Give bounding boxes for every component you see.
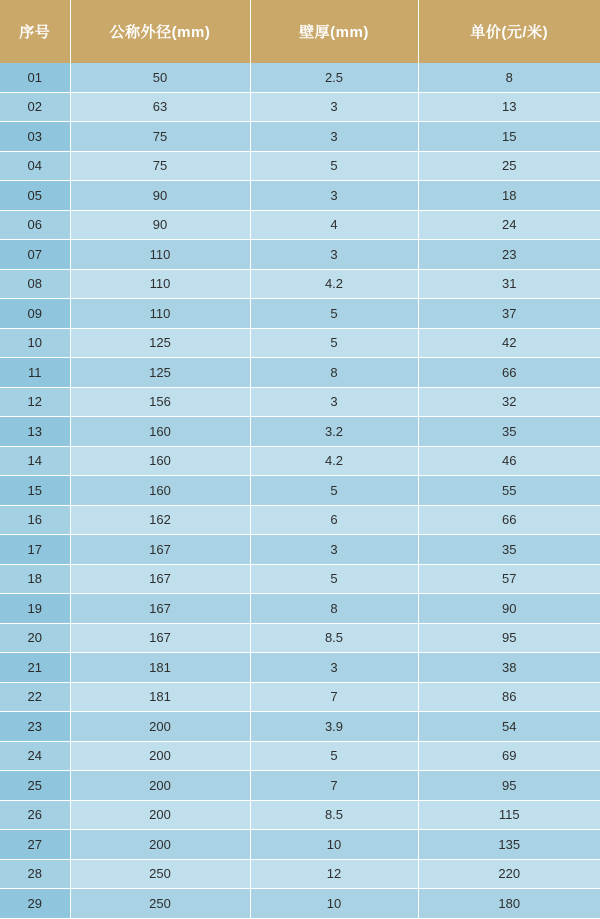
cell-index: 17 bbox=[0, 535, 70, 565]
cell-outer-diameter: 200 bbox=[70, 712, 250, 742]
table-header bbox=[0, 0, 600, 63]
cell-outer-diameter: 160 bbox=[70, 476, 250, 506]
cell-wall-thickness: 10 bbox=[250, 830, 418, 860]
cell-wall-thickness: 5 bbox=[250, 299, 418, 329]
cell-unit-price: 25 bbox=[418, 151, 600, 181]
table-header-row bbox=[0, 0, 600, 63]
cell-unit-price: 31 bbox=[418, 269, 600, 299]
table-body bbox=[0, 63, 600, 918]
cell-outer-diameter: 50 bbox=[70, 63, 250, 92]
cell-outer-diameter: 110 bbox=[70, 240, 250, 270]
cell-index: 16 bbox=[0, 505, 70, 535]
column-header-wall-thickness: 壁厚(mm) bbox=[250, 0, 418, 63]
cell-wall-thickness: 10 bbox=[250, 889, 418, 919]
cell-unit-price: 54 bbox=[418, 712, 600, 742]
cell-index: 25 bbox=[0, 771, 70, 801]
cell-unit-price: 115 bbox=[418, 800, 600, 830]
cell-wall-thickness: 8.5 bbox=[250, 623, 418, 653]
cell-outer-diameter: 75 bbox=[70, 122, 250, 152]
cell-wall-thickness: 5 bbox=[250, 328, 418, 358]
cell-index: 28 bbox=[0, 859, 70, 889]
cell-outer-diameter: 167 bbox=[70, 594, 250, 624]
cell-unit-price: 18 bbox=[418, 181, 600, 211]
table-row bbox=[0, 358, 600, 388]
table-row bbox=[0, 623, 600, 653]
cell-outer-diameter: 90 bbox=[70, 181, 250, 211]
cell-unit-price: 57 bbox=[418, 564, 600, 594]
cell-index: 14 bbox=[0, 446, 70, 476]
cell-wall-thickness: 8 bbox=[250, 358, 418, 388]
cell-outer-diameter: 75 bbox=[70, 151, 250, 181]
cell-outer-diameter: 156 bbox=[70, 387, 250, 417]
cell-index: 13 bbox=[0, 417, 70, 447]
cell-outer-diameter: 250 bbox=[70, 889, 250, 919]
cell-unit-price: 46 bbox=[418, 446, 600, 476]
cell-index: 27 bbox=[0, 830, 70, 860]
table-row bbox=[0, 151, 600, 181]
table-row bbox=[0, 446, 600, 476]
table-row bbox=[0, 387, 600, 417]
cell-wall-thickness: 3 bbox=[250, 387, 418, 417]
table-row bbox=[0, 594, 600, 624]
cell-outer-diameter: 90 bbox=[70, 210, 250, 240]
cell-outer-diameter: 125 bbox=[70, 328, 250, 358]
cell-unit-price: 90 bbox=[418, 594, 600, 624]
column-header-index: 序号 bbox=[0, 0, 70, 63]
cell-outer-diameter: 110 bbox=[70, 299, 250, 329]
cell-outer-diameter: 167 bbox=[70, 535, 250, 565]
cell-index: 15 bbox=[0, 476, 70, 506]
cell-index: 22 bbox=[0, 682, 70, 712]
table-row bbox=[0, 63, 600, 92]
table-row bbox=[0, 535, 600, 565]
cell-unit-price: 23 bbox=[418, 240, 600, 270]
cell-wall-thickness: 4.2 bbox=[250, 269, 418, 299]
cell-index: 04 bbox=[0, 151, 70, 181]
cell-index: 05 bbox=[0, 181, 70, 211]
cell-wall-thickness: 7 bbox=[250, 682, 418, 712]
cell-index: 09 bbox=[0, 299, 70, 329]
cell-unit-price: 95 bbox=[418, 771, 600, 801]
cell-outer-diameter: 162 bbox=[70, 505, 250, 535]
cell-outer-diameter: 167 bbox=[70, 623, 250, 653]
cell-unit-price: 35 bbox=[418, 417, 600, 447]
cell-unit-price: 135 bbox=[418, 830, 600, 860]
cell-outer-diameter: 250 bbox=[70, 859, 250, 889]
cell-outer-diameter: 63 bbox=[70, 92, 250, 122]
table-row bbox=[0, 859, 600, 889]
cell-unit-price: 55 bbox=[418, 476, 600, 506]
cell-index: 19 bbox=[0, 594, 70, 624]
table-row bbox=[0, 328, 600, 358]
cell-unit-price: 13 bbox=[418, 92, 600, 122]
cell-index: 18 bbox=[0, 564, 70, 594]
cell-wall-thickness: 7 bbox=[250, 771, 418, 801]
table-row bbox=[0, 240, 600, 270]
cell-index: 03 bbox=[0, 122, 70, 152]
cell-unit-price: 38 bbox=[418, 653, 600, 683]
cell-wall-thickness: 8.5 bbox=[250, 800, 418, 830]
cell-index: 26 bbox=[0, 800, 70, 830]
cell-index: 24 bbox=[0, 741, 70, 771]
cell-outer-diameter: 110 bbox=[70, 269, 250, 299]
cell-outer-diameter: 200 bbox=[70, 830, 250, 860]
cell-outer-diameter: 200 bbox=[70, 741, 250, 771]
cell-index: 07 bbox=[0, 240, 70, 270]
table-row bbox=[0, 92, 600, 122]
table-row bbox=[0, 476, 600, 506]
cell-index: 21 bbox=[0, 653, 70, 683]
table-row bbox=[0, 505, 600, 535]
cell-wall-thickness: 5 bbox=[250, 476, 418, 506]
cell-unit-price: 15 bbox=[418, 122, 600, 152]
cell-wall-thickness: 3.2 bbox=[250, 417, 418, 447]
cell-outer-diameter: 160 bbox=[70, 417, 250, 447]
cell-outer-diameter: 200 bbox=[70, 771, 250, 801]
table-row bbox=[0, 800, 600, 830]
cell-wall-thickness: 3 bbox=[250, 653, 418, 683]
cell-wall-thickness: 5 bbox=[250, 564, 418, 594]
cell-unit-price: 66 bbox=[418, 505, 600, 535]
cell-unit-price: 32 bbox=[418, 387, 600, 417]
cell-outer-diameter: 125 bbox=[70, 358, 250, 388]
cell-index: 12 bbox=[0, 387, 70, 417]
cell-unit-price: 42 bbox=[418, 328, 600, 358]
cell-unit-price: 220 bbox=[418, 859, 600, 889]
cell-index: 11 bbox=[0, 358, 70, 388]
cell-wall-thickness: 6 bbox=[250, 505, 418, 535]
table-row bbox=[0, 269, 600, 299]
cell-index: 06 bbox=[0, 210, 70, 240]
cell-unit-price: 95 bbox=[418, 623, 600, 653]
cell-index: 02 bbox=[0, 92, 70, 122]
cell-unit-price: 66 bbox=[418, 358, 600, 388]
cell-unit-price: 24 bbox=[418, 210, 600, 240]
cell-unit-price: 35 bbox=[418, 535, 600, 565]
cell-outer-diameter: 160 bbox=[70, 446, 250, 476]
cell-outer-diameter: 181 bbox=[70, 653, 250, 683]
table-row bbox=[0, 122, 600, 152]
cell-wall-thickness: 12 bbox=[250, 859, 418, 889]
cell-wall-thickness: 5 bbox=[250, 151, 418, 181]
cell-outer-diameter: 200 bbox=[70, 800, 250, 830]
cell-wall-thickness: 4 bbox=[250, 210, 418, 240]
cell-index: 10 bbox=[0, 328, 70, 358]
cell-wall-thickness: 3 bbox=[250, 181, 418, 211]
table-row bbox=[0, 830, 600, 860]
cell-index: 23 bbox=[0, 712, 70, 742]
cell-index: 29 bbox=[0, 889, 70, 919]
table-row bbox=[0, 181, 600, 211]
column-header-outer-diameter: 公称外径(mm) bbox=[70, 0, 250, 63]
cell-unit-price: 69 bbox=[418, 741, 600, 771]
cell-unit-price: 86 bbox=[418, 682, 600, 712]
table-row bbox=[0, 210, 600, 240]
cell-wall-thickness: 5 bbox=[250, 741, 418, 771]
table-row bbox=[0, 682, 600, 712]
cell-index: 01 bbox=[0, 63, 70, 92]
table-row bbox=[0, 299, 600, 329]
cell-wall-thickness: 8 bbox=[250, 594, 418, 624]
cell-outer-diameter: 181 bbox=[70, 682, 250, 712]
cell-outer-diameter: 167 bbox=[70, 564, 250, 594]
cell-unit-price: 180 bbox=[418, 889, 600, 919]
cell-wall-thickness: 4.2 bbox=[250, 446, 418, 476]
cell-wall-thickness: 3 bbox=[250, 92, 418, 122]
table-row bbox=[0, 712, 600, 742]
table-row bbox=[0, 564, 600, 594]
cell-wall-thickness: 2.5 bbox=[250, 63, 418, 92]
cell-wall-thickness: 3 bbox=[250, 535, 418, 565]
column-header-unit-price: 单价(元/米) bbox=[418, 0, 600, 63]
cell-wall-thickness: 3 bbox=[250, 122, 418, 152]
table-row bbox=[0, 771, 600, 801]
cell-index: 08 bbox=[0, 269, 70, 299]
table-row bbox=[0, 417, 600, 447]
cell-wall-thickness: 3.9 bbox=[250, 712, 418, 742]
cell-unit-price: 8 bbox=[418, 63, 600, 92]
table-row bbox=[0, 653, 600, 683]
cell-unit-price: 37 bbox=[418, 299, 600, 329]
cell-wall-thickness: 3 bbox=[250, 240, 418, 270]
table-row bbox=[0, 889, 600, 919]
table-row bbox=[0, 741, 600, 771]
cell-index: 20 bbox=[0, 623, 70, 653]
